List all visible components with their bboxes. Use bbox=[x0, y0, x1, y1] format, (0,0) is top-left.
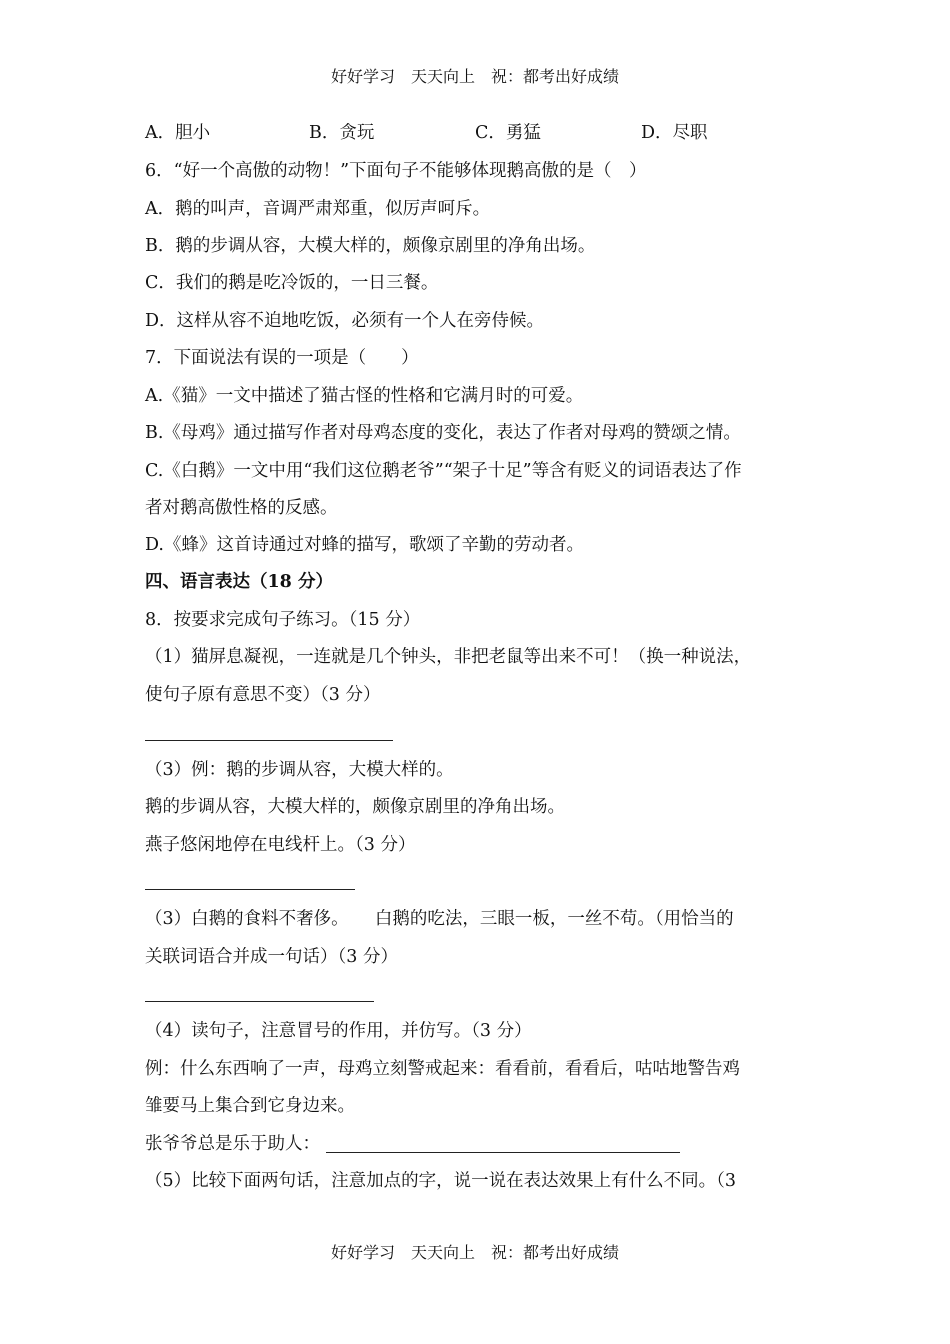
q7-option-b: B.《母鸡》通过描写作者对母鸡态度的变化，表达了作者对母鸡的赞颂之情。 bbox=[145, 423, 741, 443]
q8-part4-line4 bbox=[145, 1133, 680, 1155]
q8-part4-line2: 例：什么东西响了一声，母鸡立刻警戒起来：看看前，看看后，咕咕地警告鸡 bbox=[145, 1059, 740, 1079]
q8-part4-line3: 雏要马上集合到它身边来。 bbox=[145, 1096, 355, 1116]
q7-stem: 7．下面说法有误的一项是（ ） bbox=[145, 348, 419, 368]
q8-part1-line2: 使句子原有意思不变）（3 分） bbox=[145, 685, 381, 705]
q7-option-a: A.《猫》一文中描述了猫古怪的性格和它满月时的可爱。 bbox=[145, 386, 584, 406]
q5-option-d: D．尽职 bbox=[641, 123, 708, 143]
q5-option-b: B．贪玩 bbox=[309, 123, 375, 143]
q8-part4-line1: （4）读句子，注意冒号的作用，并仿写。（3 分） bbox=[145, 1021, 532, 1041]
q8-part4-prompt: 张爷爷总是乐于助人： bbox=[145, 1134, 320, 1154]
q8-part3a-line3: 燕子悠闲地停在电线杆上。（3 分） bbox=[145, 835, 416, 855]
answer-blank-3[interactable] bbox=[145, 1001, 374, 1002]
q8-stem: 8．按要求完成句子练习。（15 分） bbox=[145, 610, 421, 630]
q6-option-c: C．我们的鹅是吃冷饭的，一日三餐。 bbox=[145, 273, 439, 293]
q6-option-b: B．鹅的步调从容，大模大样的，颇像京剧里的净角出场。 bbox=[145, 236, 596, 256]
q7-option-c: C.《白鹅》一文中用“我们这位鹅老爷”“架子十足”等含有贬义的词语表达了作 bbox=[145, 461, 742, 481]
q6-option-d: D．这样从容不迫地吃饭，必须有一个人在旁侍候。 bbox=[145, 311, 545, 331]
q8-part5-line1: （5）比较下面两句话，注意加点的字，说一说在表达效果上有什么不同。（3 bbox=[145, 1171, 737, 1191]
q8-part3b-line2: 关联词语合并成一句话）（3 分） bbox=[145, 947, 398, 967]
q6-option-a: A．鹅的叫声，音调严肃郑重，似厉声呵斥。 bbox=[145, 199, 491, 219]
q8-part3a-line2: 鹅的步调从容，大模大样的，颇像京剧里的净角出场。 bbox=[145, 797, 565, 817]
answer-blank-1[interactable] bbox=[145, 740, 393, 741]
q8-part3b-line1: （3）白鹅的食料不奢侈。 白鹅的吃法，三眼一板，一丝不苟。（用恰当的 bbox=[145, 909, 734, 929]
q6-stem: 6．“好一个高傲的动物！”下面句子不能够体现鹅高傲的是（ ） bbox=[145, 161, 647, 181]
page-footer: 好好学习 天天向上 祝：都考出好成绩 bbox=[330, 1243, 619, 1262]
answer-blank-2[interactable] bbox=[145, 889, 355, 890]
q8-part3a-line1: （3）例：鹅的步调从容，大模大样的。 bbox=[145, 760, 454, 780]
q7-option-c-cont: 者对鹅高傲性格的反感。 bbox=[145, 498, 338, 518]
q8-part1-line1: （1）猫屏息凝视，一连就是几个钟头，非把老鼠等出来不可！（换一种说法， bbox=[145, 647, 752, 667]
answer-blank-4[interactable] bbox=[326, 1152, 680, 1153]
section-4-title: 四、语言表达（18 分） bbox=[145, 572, 333, 592]
q7-option-d: D.《蜂》这首诗通过对蜂的描写，歌颂了辛勤的劳动者。 bbox=[145, 535, 584, 555]
page-header: 好好学习 天天向上 祝：都考出好成绩 bbox=[330, 67, 619, 86]
q5-option-a: A．胆小 bbox=[145, 123, 211, 143]
q5-option-c: C．勇猛 bbox=[475, 123, 541, 143]
